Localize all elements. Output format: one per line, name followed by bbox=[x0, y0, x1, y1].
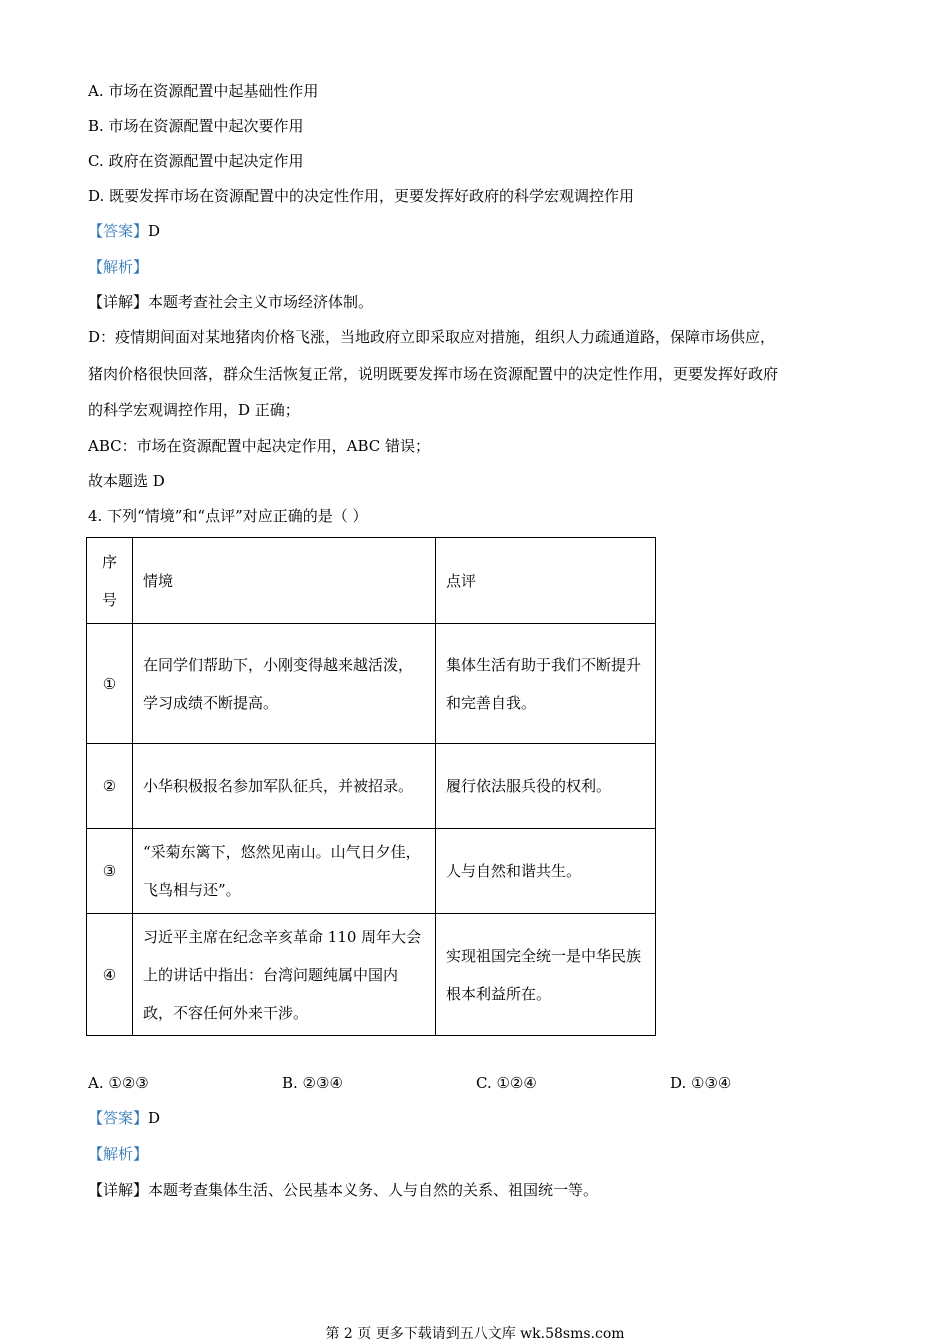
row-comment: 实现祖国完全统一是中华民族根本利益所在。 bbox=[436, 914, 656, 1036]
row-number: ④ bbox=[87, 914, 133, 1036]
row-number: ② bbox=[87, 744, 133, 829]
q3-answer bbox=[88, 221, 160, 241]
q3-option-d: D. 既要发挥市场在资源配置中的决定性作用，更要发挥好政府的科学宏观调控作用 bbox=[88, 187, 635, 205]
answer-value: D bbox=[148, 222, 161, 240]
q3-option-b: B. 市场在资源配置中起次要作用 bbox=[88, 117, 304, 135]
q3-d-line-1: D：疫情期间面对某地猪肉价格飞涨，当地政府立即采取应对措施，组织人力疏通道路，保障市场供应， bbox=[88, 328, 776, 346]
q4-table bbox=[86, 537, 656, 1036]
q4-option-c: C. ①②④ bbox=[476, 1074, 537, 1092]
row-situation: 小华积极报名参加军队征兵，并被招录。 bbox=[133, 744, 436, 829]
q4-option-b: B. ②③④ bbox=[282, 1074, 343, 1092]
row-situation: 习近平主席在纪念辛亥革命 110 周年大会上的讲话中指出：台湾问题纯属中国内政，不容任何外来干涉。 bbox=[133, 914, 436, 1036]
row-number: ① bbox=[87, 624, 133, 744]
q3-option-c: C. 政府在资源配置中起决定作用 bbox=[88, 152, 304, 170]
q3-conclusion: 故本题选 D bbox=[88, 472, 165, 490]
table-row bbox=[87, 829, 656, 914]
answer-value: D bbox=[148, 1109, 161, 1127]
row-situation: “采菊东篱下，悠然见南山。山气日夕佳，飞鸟相与还”。 bbox=[133, 829, 436, 914]
q3-abc-line: ABC：市场在资源配置中起决定作用，ABC 错误； bbox=[88, 437, 430, 455]
answer-tag: 【答案】 bbox=[88, 222, 149, 240]
header-situation: 情境 bbox=[133, 538, 436, 624]
q3-detail: 【详解】本题考查社会主义市场经济体制。 bbox=[88, 293, 374, 311]
row-comment: 履行依法服兵役的权利。 bbox=[436, 744, 656, 829]
q3-analysis-tag: 【解析】 bbox=[88, 258, 149, 276]
q3-d-line-3: 的科学宏观调控作用，D 正确； bbox=[88, 401, 300, 419]
q4-answer bbox=[88, 1108, 160, 1128]
q4-detail: 【详解】本题考查集体生活、公民基本义务、人与自然的关系、祖国统一等。 bbox=[88, 1181, 599, 1199]
q3-d-line-2: 猪肉价格很快回落，群众生活恢复正常，说明既要发挥市场在资源配置中的决定性作用，更要发挥好政府 bbox=[88, 365, 779, 383]
q4-question: 4. 下列“情境”和“点评”对应正确的是（ ） bbox=[88, 507, 368, 525]
table-row bbox=[87, 744, 656, 829]
q3-option-a: A. 市场在资源配置中起基础性作用 bbox=[88, 82, 319, 100]
page-footer: 第 2 页 更多下载请到五八文库 wk.58sms.com bbox=[325, 1326, 625, 1342]
row-comment: 人与自然和谐共生。 bbox=[436, 829, 656, 914]
table-header-row bbox=[87, 538, 656, 624]
row-number: ③ bbox=[87, 829, 133, 914]
header-comment: 点评 bbox=[436, 538, 656, 624]
header-number: 序号 bbox=[87, 538, 133, 624]
table-row bbox=[87, 624, 656, 744]
row-situation: 在同学们帮助下，小刚变得越来越活泼，学习成绩不断提高。 bbox=[133, 624, 436, 744]
table-row bbox=[87, 914, 656, 1036]
q4-option-a: A. ①②③ bbox=[88, 1074, 149, 1092]
q4-option-d: D. ①③④ bbox=[670, 1074, 732, 1092]
q4-analysis-tag: 【解析】 bbox=[88, 1145, 149, 1163]
answer-tag: 【答案】 bbox=[88, 1109, 149, 1127]
row-comment: 集体生活有助于我们不断提升和完善自我。 bbox=[436, 624, 656, 744]
